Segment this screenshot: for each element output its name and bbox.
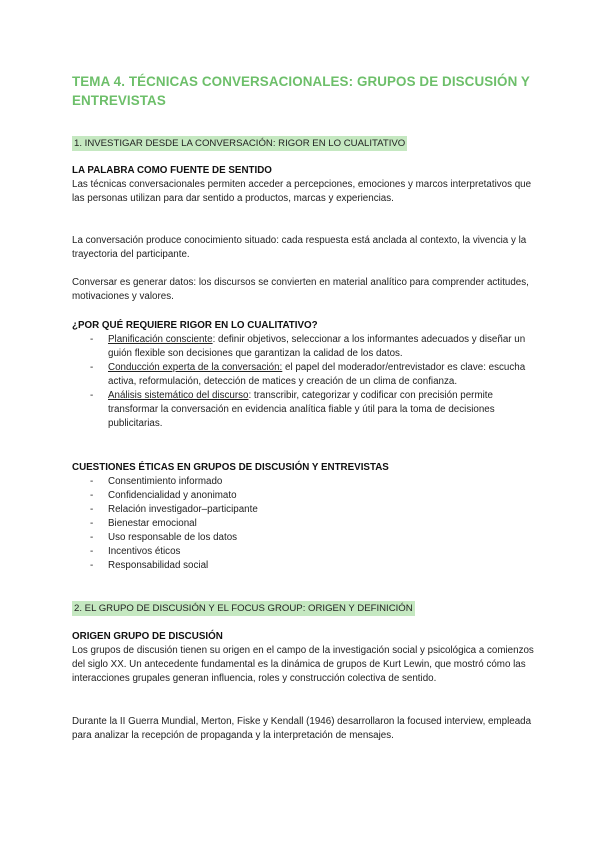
paragraph: Conversar es generar datos: los discursos se convierten en material analítico para comprender actitudes, motivaciones y valores. [72, 277, 529, 302]
paragraph: Las técnicas conversacionales permiten acceder a percepciones, emociones y marcos interpretativos que las personas utilizan para dar sentido a productos, marcas y experiencias. [72, 179, 532, 204]
subheading-origen: ORIGEN GRUPO DE DISCUSIÓN [72, 631, 223, 642]
list-item-text: Relación investigador–participante [108, 504, 258, 515]
list-item-text: Consentimiento informado [108, 476, 223, 487]
ethics-list [72, 475, 534, 573]
list-item-text: Uso responsable de los datos [108, 532, 238, 543]
list-item-text: : definir objetivos, seleccionar a los informantes adecuados y diseñar un guión flexible son decisiones que garantizan la calidad de los datos. [108, 334, 526, 359]
list-item-text: Responsabilidad social [108, 560, 209, 571]
list-item: - Confidencialidad y anonimato [90, 490, 237, 501]
section-1-heading: 1. INVESTIGAR DESDE LA CONVERSACIÓN: RIGOR EN LO CUALITATIVO [74, 138, 406, 149]
list-item: - Incentivos éticos [90, 546, 181, 557]
paragraph: Los grupos de discusión tienen su origen en el campo de la investigación social y psicológica a comienzos del siglo XX. Un antecedente fundamental es la dinámica de grupos de Kurt Lewin, que mostró cómo las interacciones grupales generan influencia, roles y construcción colectiva de sentido. [72, 645, 534, 684]
list-item-text: : transcribir, categorizar y codificar con precisión permite transformar la conversación en evidencia analítica fiable y útil para la toma de decisiones publicitarias. [108, 390, 495, 429]
list-item-text: Confidencialidad y anonimato [108, 490, 237, 501]
list-item: - Bienestar emocional [90, 518, 197, 529]
list-item-term: Planificación consciente [108, 334, 213, 345]
list-item: - Análisis sistemático del discurso: transcribir, categorizar y codificar con precisión permite transformar la conversación en evidencia analítica fiable y útil para la toma de decisiones publicitarias. [90, 390, 495, 429]
list-item: - Relación investigador–participante [90, 504, 258, 515]
section-2-heading: 2. EL GRUPO DE DISCUSIÓN Y EL FOCUS GROUP: ORIGEN Y DEFINICIÓN [74, 603, 413, 614]
list-item: - Conducción experta de la conversación: el papel del moderador/entrevistador es clave: escucha activa, reformulación, detección de matices y creación de un clima de confianza. [90, 362, 526, 387]
subheading-palabra: LA PALABRA COMO FUENTE DE SENTIDO [72, 165, 272, 176]
paragraph: Durante la II Guerra Mundial, Merton, Fiske y Kendall (1946) desarrollaron la focused interview, empleada para analizar la recepción de propaganda y la interpretación de mensajes. [72, 716, 532, 741]
list-item: - Responsabilidad social [90, 560, 209, 571]
list-item-text: Bienestar emocional [108, 518, 197, 529]
list-item-term: Conducción experta de la conversación: [108, 362, 283, 373]
subheading-rigor: ¿POR QUÉ REQUIERE RIGOR EN LO CUALITATIVO? [72, 320, 318, 331]
list-item-text: Incentivos éticos [108, 546, 181, 557]
list-item: - Uso responsable de los datos [90, 532, 238, 543]
list-item: - Consentimiento informado [90, 476, 223, 487]
rigor-list [72, 333, 534, 431]
paragraph: La conversación produce conocimiento situado: cada respuesta está anclada al contexto, la vivencia y la trayectoria del participante. [72, 235, 527, 260]
subheading-etica: CUESTIONES ÉTICAS EN GRUPOS DE DISCUSIÓN Y ENTREVISTAS [72, 462, 389, 473]
document-title: TEMA 4. TÉCNICAS CONVERSACIONALES: GRUPOS DE DISCUSIÓN Y ENTREVISTAS [72, 74, 530, 108]
list-item-text: el papel del moderador/entrevistador es clave: escucha activa, reformulación, detección de matices y creación de un clima de confianza. [108, 362, 526, 387]
list-item: - Planificación consciente: definir objetivos, seleccionar a los informantes adecuados y diseñar un guión flexible son decisiones que garantizan la calidad de los datos. [90, 334, 526, 359]
list-item-term: Análisis sistemático del discurso [108, 390, 249, 401]
